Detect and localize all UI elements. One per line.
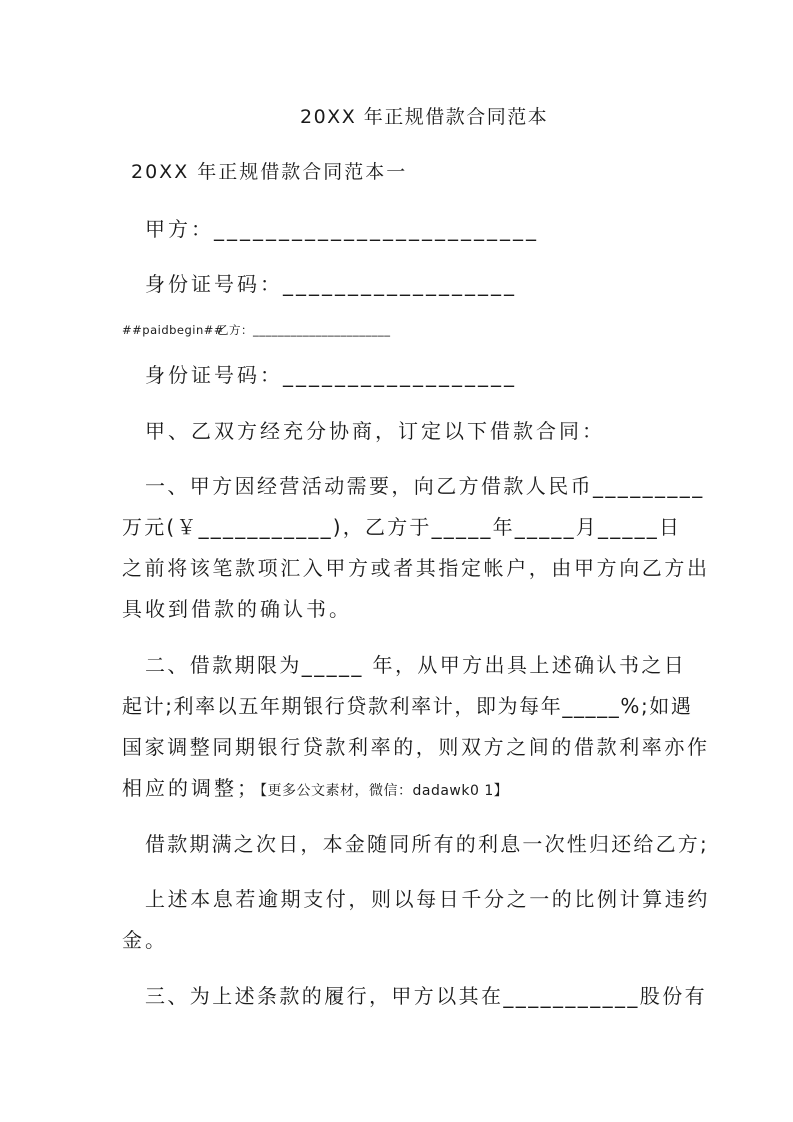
clause-2-line-4-text: 相应的调整； <box>122 776 260 800</box>
document-title: 20XX 年正规借款合同范本 <box>300 106 549 128</box>
repayment-paragraph: 借款期满之次日，本金随同所有的利息一次性归还给乙方; <box>145 832 709 856</box>
intro-paragraph: 甲、乙双方经充分协商，订定以下借款合同： <box>145 419 605 443</box>
party-a-line: 甲方：_________________________ <box>145 217 539 241</box>
clause-3-line-1: 三、为上述条款的履行，甲方以其在___________股份有 <box>145 984 707 1008</box>
paid-marker: ##paidbegin## <box>122 323 225 337</box>
promo-note: 【更多公文素材，微信：dadawk0 1】 <box>260 783 509 799</box>
id-number-b-line: 身份证号码：__________________ <box>145 363 517 387</box>
clause-2-line-4 <box>122 775 508 804</box>
section-subtitle: 20XX 年正规借款合同范本一 <box>131 161 408 183</box>
clause-1-line-1: 一、甲方因经营活动需要，向乙方借款人民币_________ <box>145 474 705 498</box>
id-number-a-line: 身份证号码：__________________ <box>145 272 517 296</box>
clause-1-line-3: 之前将该笔款项汇入甲方或者其指定帐户，由甲方向乙方出 <box>122 556 710 580</box>
penalty-line-2: 金。 <box>122 928 168 952</box>
clause-2-line-3: 国家调整同期银行贷款利率的，则双方之间的借款利率亦作 <box>122 735 710 759</box>
clause-2-line-2: 起计;利率以五年期银行贷款利率计，即为每年_____%;如遇 <box>122 694 693 718</box>
clause-1-line-4: 具收到借款的确认书。 <box>122 597 352 621</box>
penalty-line-1: 上述本息若逾期支付，则以每日千分之一的比例计算违约 <box>145 887 710 911</box>
party-b-line: 乙方：______________________ <box>217 323 391 337</box>
clause-2-line-1: 二、借款期限为_____ 年，从甲方出具上述确认书之日 <box>145 653 687 677</box>
clause-1-line-2: 万元(￥___________)，乙方于_____年_____月_____日 <box>122 515 682 539</box>
